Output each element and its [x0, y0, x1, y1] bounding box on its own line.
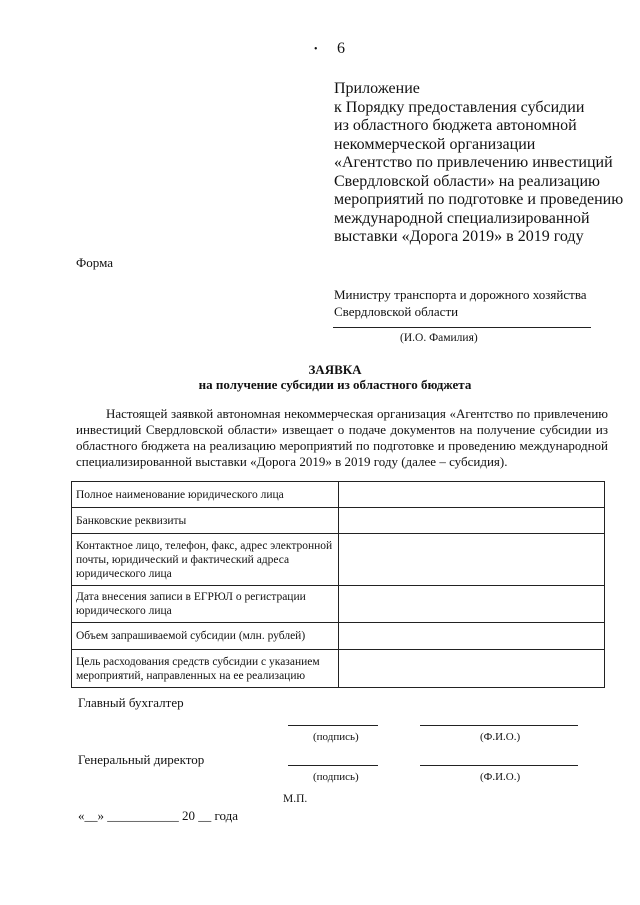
date-line[interactable]: «__» ___________ 20 __ года — [78, 808, 239, 823]
document-title: ЗАЯВКА — [308, 362, 362, 377]
table-row-label: Дата внесения записи в ЕГРЮЛ о регистрации юридического лица — [72, 586, 339, 623]
table-row-value-cell[interactable] — [339, 623, 605, 650]
signature-caption: (подпись) — [313, 731, 359, 743]
addressee-line: Свердловской области — [334, 304, 459, 319]
appendix-line: из областного бюджета автономной — [334, 117, 577, 134]
table-row-value-cell[interactable] — [339, 482, 605, 508]
appendix-line: Свердловской области» на реализацию — [334, 172, 600, 190]
table-row — [72, 482, 605, 508]
addressee-line: Министру транспорта и дорожного хозяйства — [334, 287, 587, 302]
form-label: Форма — [76, 255, 113, 270]
table-row-label: Банковские реквизиты — [72, 508, 339, 534]
appendix-line: «Агентство по привлечению инвестиций — [334, 154, 613, 171]
table-row-value-cell[interactable] — [339, 534, 605, 586]
chief-accountant-name-line[interactable] — [420, 725, 578, 726]
general-director-name-line[interactable] — [420, 765, 578, 766]
table-row-value-cell[interactable] — [339, 586, 605, 623]
appendix-line: некоммерческой организации — [334, 135, 536, 153]
name-caption: (Ф.И.О.) — [480, 771, 521, 783]
table-row — [72, 508, 605, 534]
addressee-name-line[interactable] — [333, 327, 591, 328]
intro-paragraph: Настоящей заявкой автономная некоммерческая организация «Агентство по привлечению инвестиций Свердловской области» извещает о подаче документов на получение субсидии из областного бюджета на реализацию мероприятий по подготовке и проведению международной специализированной выставки «Дорога 2019» в 2019 году (далее – субсидия). — [76, 406, 608, 469]
table-row — [72, 534, 605, 586]
table-row — [72, 623, 605, 650]
table-row — [72, 650, 605, 688]
addressee-caption: (И.О. Фамилия) — [400, 332, 478, 344]
chief-accountant-label: Главный бухгалтер — [78, 695, 184, 710]
document-subtitle: на получение субсидии из областного бюджета — [198, 377, 472, 392]
appendix-line: выставки «Дорога 2019» в 2019 году — [334, 228, 584, 245]
page-mark: • — [314, 44, 318, 55]
signature-caption: (подпись) — [313, 771, 359, 783]
table-row-label: Полное наименование юридического лица — [72, 482, 339, 508]
table-row-value-cell[interactable] — [339, 508, 605, 534]
table-row-label: Объем запрашиваемой субсидии (млн. рублей) — [72, 623, 339, 650]
table-row-label: Цель расходования средств субсидии с указанием мероприятий, направленных на ее реализацию — [72, 650, 339, 688]
table-row — [72, 586, 605, 623]
appendix-line: международной специализированной — [334, 209, 590, 227]
appendix-line: мероприятий по подготовке и проведению — [334, 191, 624, 208]
appendix-line: Приложение — [334, 80, 420, 97]
appendix-line: к Порядку предоставления субсидии — [334, 98, 585, 116]
application-table — [71, 481, 605, 688]
name-caption: (Ф.И.О.) — [480, 731, 521, 743]
appendix-block — [334, 80, 634, 247]
addressee-block — [334, 286, 624, 320]
chief-accountant-signature-line[interactable] — [288, 725, 378, 726]
table-row-label: Контактное лицо, телефон, факс, адрес электронной почты, юридический и фактический адреса юридического лица — [72, 534, 339, 586]
general-director-label: Генеральный директор — [78, 752, 205, 767]
general-director-signature-line[interactable] — [288, 765, 378, 766]
table-row-value-cell[interactable] — [339, 650, 605, 688]
page-number: 6 — [337, 40, 345, 57]
stamp-label: М.П. — [283, 793, 308, 805]
